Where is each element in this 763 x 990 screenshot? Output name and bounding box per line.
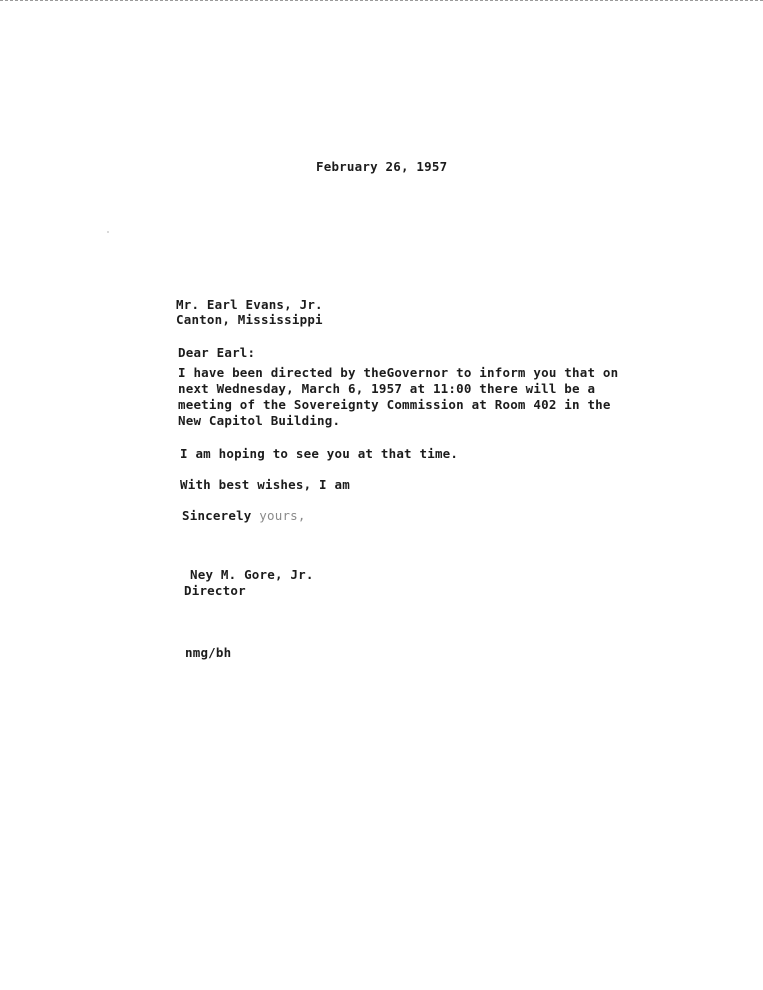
signature-title: Director bbox=[184, 583, 246, 598]
typist-initials: nmg/bh bbox=[185, 645, 232, 660]
body-paragraph-3: With best wishes, I am bbox=[180, 477, 350, 492]
closing bbox=[182, 509, 306, 523]
closing-word-2: yours, bbox=[259, 508, 306, 523]
body-paragraph-1-line-4: New Capitol Building. bbox=[178, 413, 341, 428]
body-paragraph-1-line-3: meeting of the Sovereignty Commission at Room 402 in the bbox=[178, 397, 611, 412]
recipient-location: Canton, Mississippi bbox=[176, 312, 323, 327]
recipient-name: Mr. Earl Evans, Jr. bbox=[176, 297, 323, 312]
page-top-border bbox=[0, 0, 763, 1]
signature-name: Ney M. Gore, Jr. bbox=[190, 567, 314, 582]
salutation: Dear Earl: bbox=[178, 345, 256, 360]
closing-word: Sincerely bbox=[182, 508, 252, 523]
letter-date: February 26, 1957 bbox=[316, 159, 448, 174]
body-paragraph-1-line-1: I have been directed by theGovernor to inform you that on bbox=[178, 365, 619, 380]
body-paragraph-2: I am hoping to see you at that time. bbox=[180, 446, 459, 461]
scan-speck bbox=[107, 231, 109, 233]
body-paragraph-1-line-2: next Wednesday, March 6, 1957 at 11:00 there will be a bbox=[178, 381, 596, 396]
